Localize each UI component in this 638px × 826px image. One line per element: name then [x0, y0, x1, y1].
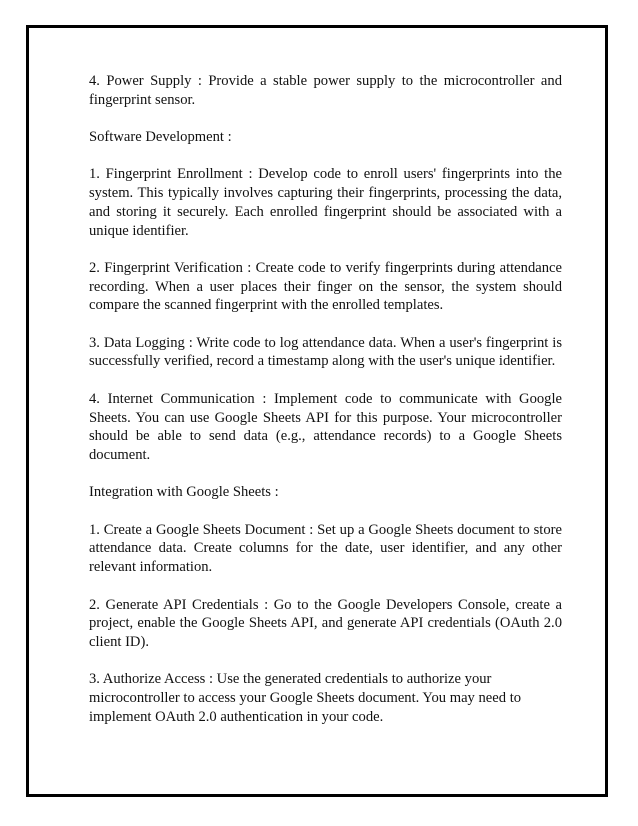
paragraph-internet-communication: 4. Internet Communication : Implement code to communicate with Google Sheets. You can use Google Sheets API for this purpose. Your microcontroller should be able to send data (e.g., attendance records) to a Google Sheets document.	[89, 390, 562, 463]
document-body	[89, 72, 562, 745]
paragraph-generate-api-credentials: 2. Generate API Credentials : Go to the Google Developers Console, create a project, enable the Google Sheets API, and generate API credentials (OAuth 2.0 client ID).	[89, 596, 562, 650]
paragraph-power-supply: 4. Power Supply : Provide a stable power supply to the microcontroller and fingerprint sensor.	[89, 73, 562, 108]
heading-software-development: Software Development :	[89, 129, 232, 146]
paragraph-data-logging: 3. Data Logging : Write code to log attendance data. When a user's fingerprint is successfully verified, record a timestamp along with the user's unique identifier.	[89, 334, 562, 370]
heading-integration-google-sheets: Integration with Google Sheets :	[89, 484, 279, 501]
paragraph-create-sheets-document: 1. Create a Google Sheets Document : Set up a Google Sheets document to store attendance data. Create columns for the date, user identifier, and any other relevant information.	[89, 521, 562, 576]
paragraph-fingerprint-verification: 2. Fingerprint Verification : Create code to verify fingerprints during attendance recording. When a user places their finger on the sensor, the system should compare the scanned fingerprint with the enrolled templates.	[89, 259, 562, 314]
paragraph-authorize-access: 3. Authorize Access : Use the generated credentials to authorize your microcontroller to access your Google Sheets document. You may need to implement OAuth 2.0 authentication in your code.	[89, 671, 522, 725]
paragraph-fingerprint-enrollment: 1. Fingerprint Enrollment : Develop code to enroll users' fingerprints into the system. This typically involves capturing their fingerprints, processing the data, and storing it securely. Each enrolled fingerprint should be associated with a unique identifier.	[89, 166, 562, 239]
